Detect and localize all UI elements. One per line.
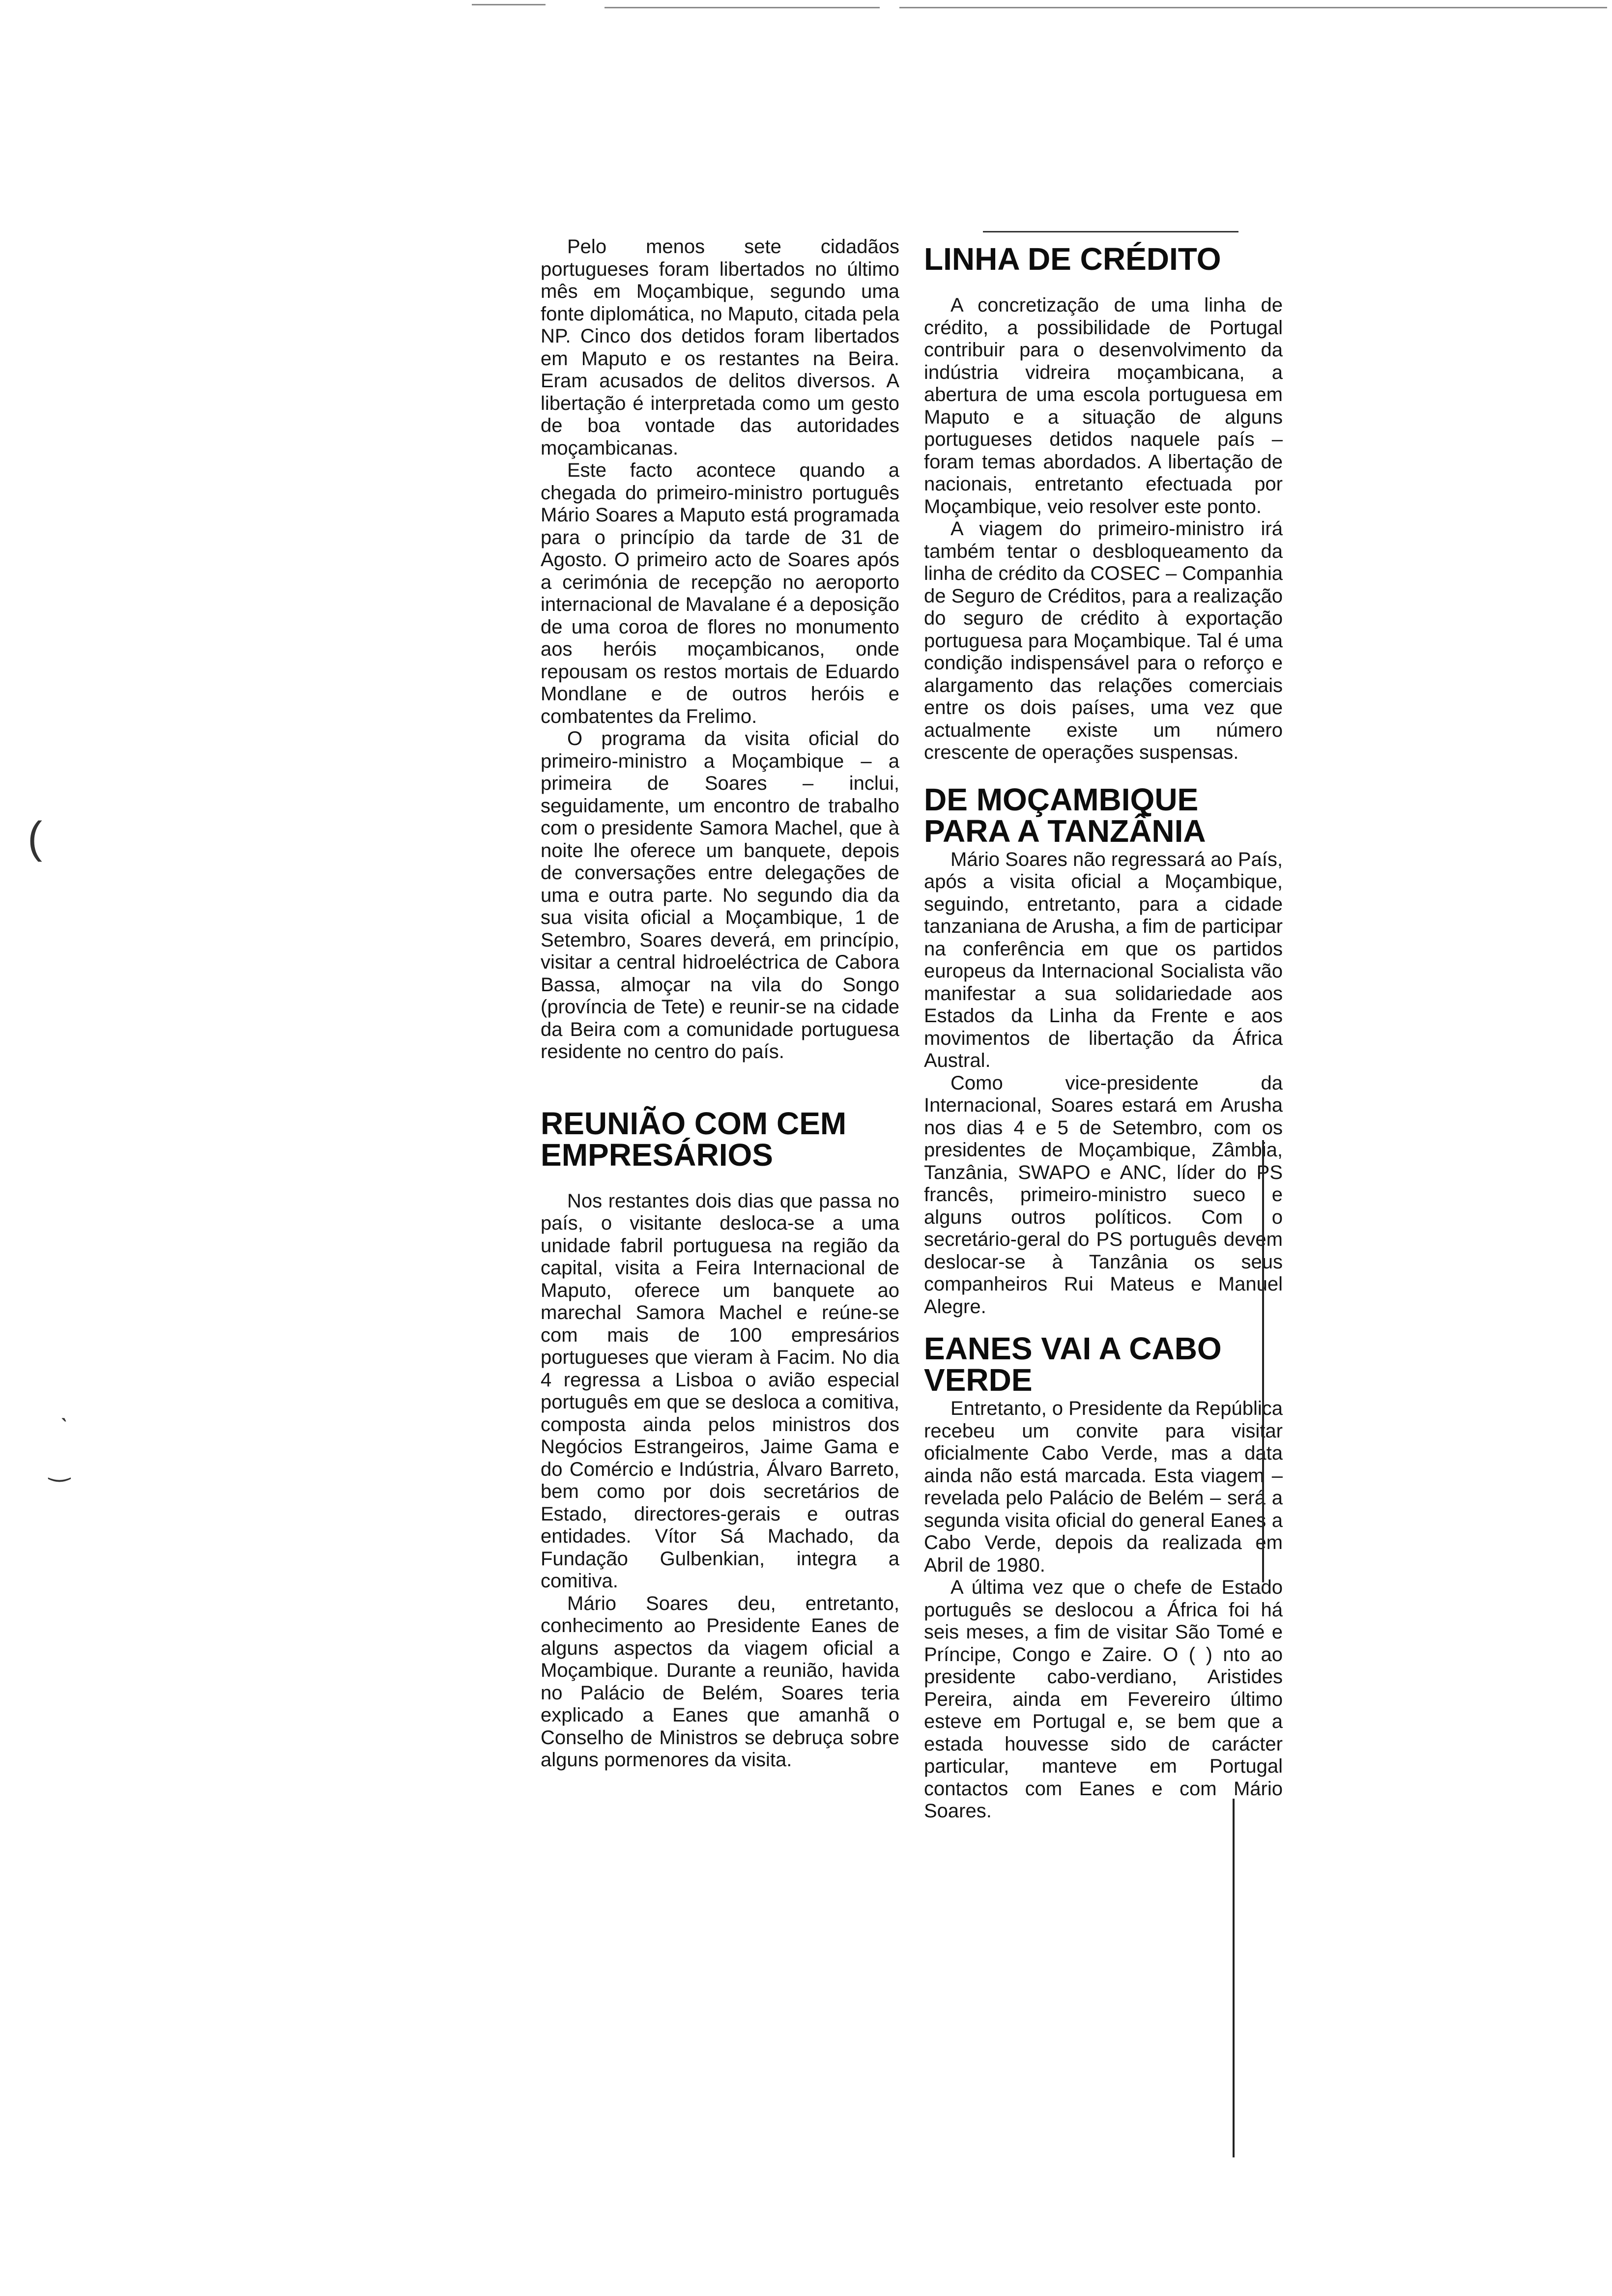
- scan-mark: ‿: [49, 1453, 70, 1482]
- scan-edge-line: [604, 7, 880, 8]
- article-column-left: [541, 236, 899, 1772]
- article-paragraph: Nos restantes dois dias que passa no país, o visitante desloca-se a uma unidade fabril portuguesa na região da capital, visita a Feira Internacional de Maputo, oferece um banquete ao marechal Samora Machel e reúne-se com mais de 100 empresários portugueses que vieram à Facim. No dia 4 regressa a Lisboa o avião especial português em que se desloca a comitiva, composta ainda pelos ministros dos Negócios Estrangeiros, Jaime Gama e do Comércio e Indústria, Álvaro Barreto, bem como por dois secretários de Estado, directores-gerais e outras entidades. Vítor Sá Machado, da Fundação Gulbenkian, integra a comitiva.: [541, 1190, 899, 1592]
- scan-edge-line: [899, 7, 1607, 8]
- clipping-edge-line: [1233, 1799, 1235, 2157]
- article-paragraph: Como vice-presidente da Internacional, Soares estará em Arusha nos dias 4 e 5 de Setembro, com os presidentes de Moçambique, Zâmbia, Tanzânia, SWAPO e ANC, líder do PS francês, primeiro-ministro sueco e alguns outros políticos. Com o secretário-geral do PS português devem deslocar-se à Tanzânia os seus companheiros Rui Mateus e Manuel Alegre.: [924, 1072, 1283, 1318]
- section-heading: REUNIÃO COM CEM EMPRESÁRIOS: [541, 1105, 847, 1173]
- article-paragraph: A concretização de uma linha de crédito, a possibilidade de Portugal contribuir para o desenvolvimento da indústria vidreira moçambicana, a abertura de uma escola portuguesa em Maputo e a situação de alguns portugueses detidos naquele país – foram temas abordados. A libertação de nacionais, entretanto efectuada por Moçambique, veio resolver este ponto.: [924, 294, 1283, 517]
- clipping-edge-line: [1262, 1140, 1264, 1582]
- column-rule: [983, 231, 1238, 232]
- article-paragraph: Pelo menos sete cidadãos portugueses foram libertados no último mês em Moçambique, segundo uma fonte diplomática, no Maputo, citada pela NP. Cinco dos detidos foram libertados em Maputo e os restantes na Beira. Eram acusados de delitos diversos. A libertação é interpretada como um gesto de boa vontade das autoridades moçambicanas.: [541, 236, 899, 459]
- section-heading: DE MOÇAMBIQUE PARA A TANZÂNIA: [924, 781, 1206, 849]
- scan-edge-line: [472, 4, 546, 5]
- scan-mark: ˋ: [60, 1414, 69, 1442]
- article-paragraph: Mário Soares deu, entretanto, conhecimento ao Presidente Eanes de alguns aspectos da viagem oficial a Moçambique. Durante a reunião, havida no Palácio de Belém, Soares teria explicado a Eanes que amanhã o Conselho de Ministros se debruça sobre alguns pormenores da visita.: [541, 1592, 899, 1771]
- article-paragraph: Este facto acontece quando a chegada do primeiro-ministro português Mário Soares a Maputo está programada para o princípio da tarde de 31 de Agosto. O primeiro acto de Soares após a cerimónia de recepção no aeroporto internacional de Mavalane é a deposição de uma coroa de flores no monumento aos heróis moçambicanos, onde repousam os restos mortais de Eduardo Mondlane e de outros heróis e combatentes da Frelimo.: [541, 459, 899, 727]
- scan-mark: (: [28, 813, 42, 862]
- article-paragraph: A última vez que o chefe de Estado português se deslocou a África foi há seis meses, a fim de visitar São Tomé e Príncipe, Congo e Zaire. O ( ) nto ao presidente cabo-verdiano, Aristides Pereira, ainda em Fevereiro último esteve em Portugal e, se bem que a estada houvesse sido de carácter particular, manteve em Portugal contactos com Eanes e com Mário Soares.: [924, 1577, 1283, 1822]
- article-paragraph: A viagem do primeiro-ministro irá também tentar o desbloqueamento da linha de crédito da COSEC – Companhia de Seguro de Créditos, para a realização do seguro de crédito à exportação portuguesa para Moçambique. Tal é uma condição indispensável para o reforço e alargamento das relações comerciais entre os dois países, uma vez que actualmente existe um número crescente de operações suspensas.: [924, 518, 1283, 763]
- article-paragraph: Entretanto, o Presidente da República recebeu um convite para visitar oficialmente Cabo Verde, mas a data ainda não está marcada. Esta viagem – revelada pelo Palácio de Belém – será a segunda visita oficial do general Eanes a Cabo Verde, depois da realizada em Abril de 1980.: [924, 1398, 1283, 1576]
- section-heading: LINHA DE CRÉDITO: [924, 241, 1221, 277]
- article-column-right: [924, 231, 1283, 1823]
- article-paragraph: O programa da visita oficial do primeiro-ministro a Moçambique – a primeira de Soares – inclui, seguidamente, um encontro de trabalho com o presidente Samora Machel, que à noite lhe oferece um banquete, depois de conversações entre delegações de uma e outra parte. No segundo dia da sua visita oficial a Moçambique, 1 de Setembro, Soares deverá, em princípio, visitar a central hidroeléctrica de Cabora Bassa, almoçar na vila do Songo (província de Tete) e reunir-se na cidade da Beira com a comunidade portuguesa residente no centro do país.: [541, 728, 899, 1062]
- section-heading: EANES VAI A CABO VERDE: [924, 1331, 1222, 1398]
- article-paragraph: Mário Soares não regressará ao País, após a visita oficial a Moçambique, seguindo, entretanto, para a cidade tanzaniana de Arusha, a fim de participar na conferência em que os partidos europeus da Internacional Socialista vão manifestar a sua solidariedade aos Estados da Linha da Frente e aos movimentos de libertação da África Austral.: [924, 848, 1283, 1071]
